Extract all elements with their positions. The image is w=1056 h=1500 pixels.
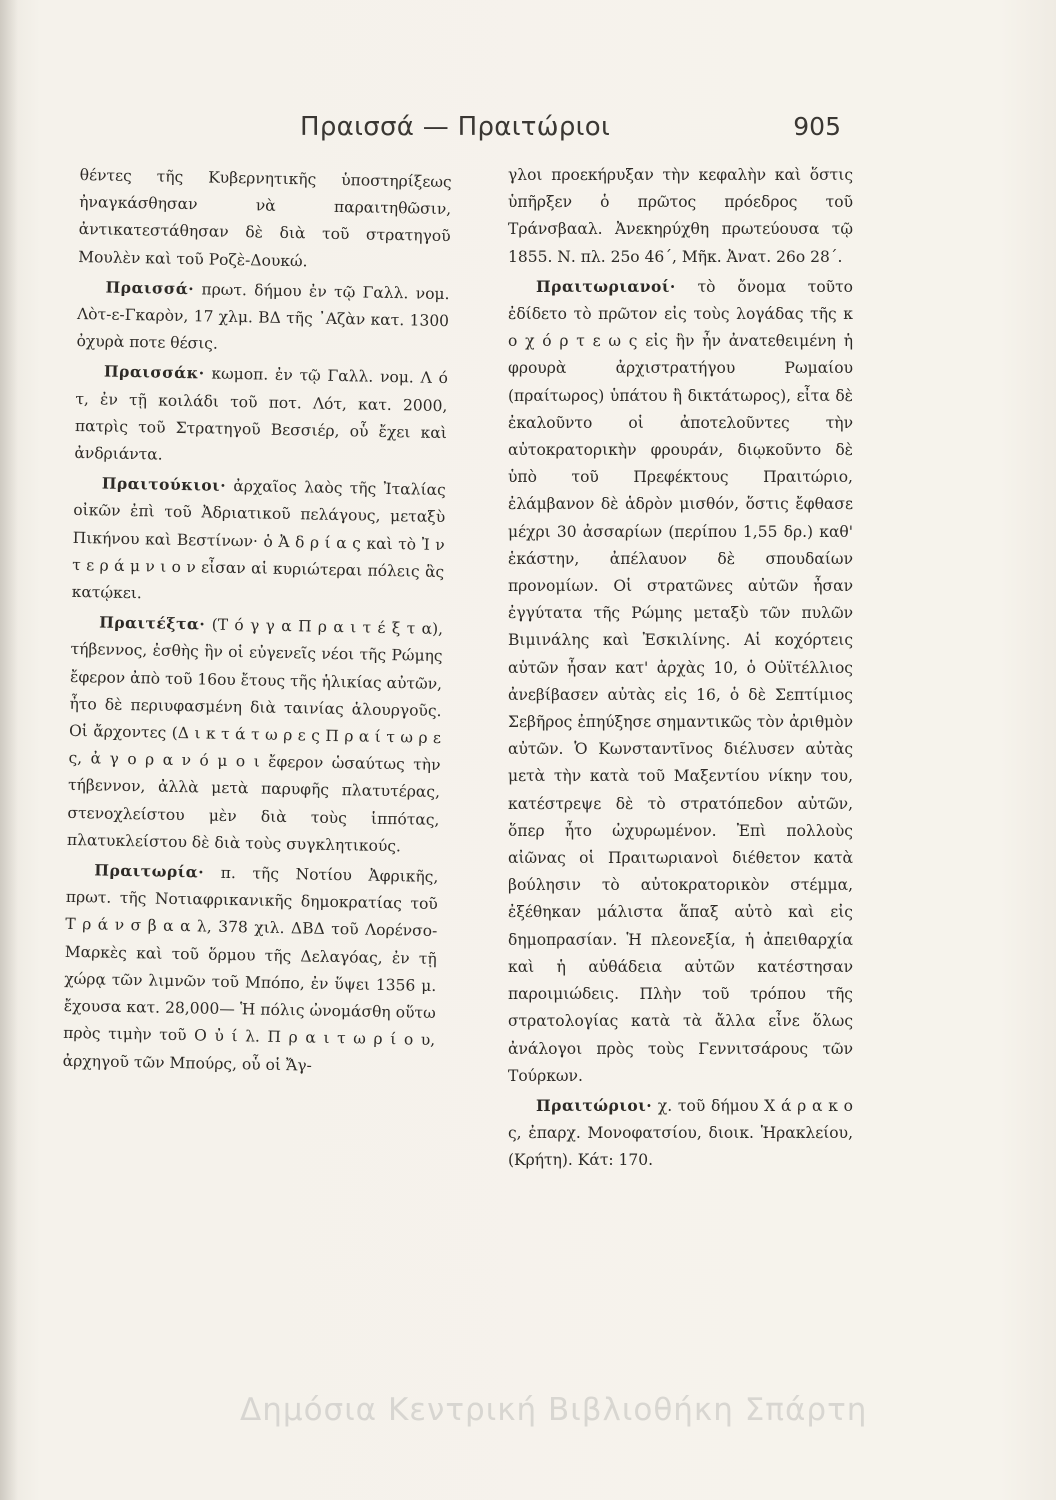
page-number: 905 — [793, 112, 841, 141]
entry-text: πρωτ. δήμου ἐν τῷ Γαλλ. νομ. Λὸτ-ε-Γκαρὸν, 17 χλμ. ΒΔ τῆς ᾿Αζὰν κατ. 1300 ὀχυρὰ ποτε θέσις. — [76, 280, 450, 353]
entry-praissa — [76, 273, 450, 363]
entry-text: π. τῆς Νοτίου Ἀφρικῆς, πρωτ. τῆς Νοτιαφρικανικῆς δημοκρατίας τοῦ Τ ρ ά ν σ β α α λ, 378 χιλ. ΔΒΔ τοῦ Λορένσο-Μαρκὲς καὶ τοῦ ὅρμου τῆς Δελαγόας, ἐν τῇ χώρᾳ τῶν λιμνῶν τοῦ Μπόπο, ἐν ὕψει 1356 μ. ἔχουσα κατ. 28,000— Ἡ πόλις ὠνομάσθη οὕτω πρὸς τιμὴν τοῦ Ο ὐ ί λ. Π ρ α ι τ ω ρ ί ο υ, ἀρχηγοῦ τῶν Μπούρς, οὗ οἱ Ἄγ- — [62, 863, 439, 1075]
entry-lemma: Πραισσάκ· — [103, 361, 205, 383]
entry-lemma: Πραιτώριοι· — [536, 1095, 653, 1115]
entry-text: θέντες τῆς Κυβερνητικῆς ὑποστηρίξεως ἠναγκάσθησαν νὰ παραιτηθῶσιν, ἀντικατεστάθησαν δὲ διὰ τοῦ στρατηγοῦ Μουλὲν καὶ τοῦ Ροζὲ-Δουκώ. — [78, 165, 452, 270]
entry-text: γλοι προεκήρυξαν τὴν κεφαλὴν καὶ ὅστις ὑπῆρξεν ὁ πρῶτος πρόεδρος τοῦ Τράνσβααλ. Ἀνεκηρύχθη πρωτεύουσα τῷ 1855. Ν. πλ. 25ο 46΄, Μῆκ. Ἀνατ. 26ο 28΄. — [508, 166, 853, 266]
right-column — [508, 162, 853, 1177]
entry-text: (Τ ό γ γ α Π ρ α ι τ έ ξ τ α), τήβεννος, ἐσθὴς ἣν οἱ εὐγενεῖς νέοι τῆς Ρώμης ἔφερον ἀπὸ τοῦ 16ου ἔτους τῆς ἡλικίας αὐτῶν, ἦτο δὲ περιυφασμένη διὰ ταινίας ἁλουργοῦς. Οἱ ἄρχοντες (Δ ι κ τ ά τ ω ρ ε ς Π ρ α ί τ ω ρ ε ς, ἀ γ ο ρ α ν ό μ ο ι ἔφερον ὡσαύτως τὴν τήβεννον, ἀλλὰ μετὰ παρυφῆς πλατυτέρας, στενοχλείστου μὲν διὰ τοὺς ἱππότας, πλατυκλείστου δὲ διὰ τοὺς συγκλητικούς. — [66, 615, 444, 856]
entry-lemma: Πραιτωρία· — [94, 860, 205, 882]
entry-praitexta — [67, 608, 444, 861]
library-watermark: Δημόσια Κεντρική Βιβλιοθήκη Σπάρτη — [240, 1392, 868, 1428]
entry-text: ἀρχαῖος λαὸς τῆς Ἰταλίας οἰκῶν ἐπὶ τοῦ Ἀδριατικοῦ πελάγους, μεταξὺ Πικήνου καὶ Βεστίνων· ὁ Ἀ δ ρ ί α ς καὶ τὸ Ἰ ν τ ε ρ ά μ ν ι ο ν εἶσαν αἱ κυριώτεραι πόλεις ἃς κατῴκει. — [71, 477, 446, 603]
entry-lemma: Πραιτέξτα· — [98, 612, 206, 634]
entry-lemma: Πραιτωριανοί· — [536, 276, 676, 296]
entry-continuation — [508, 162, 853, 271]
entry-lemma: Πραισσά· — [105, 277, 195, 299]
left-column — [62, 162, 451, 1084]
entry-text: χ. τοῦ δήμου Χ ά ρ α κ ο ς, ἐπαρχ. Μονοφατσίου, διοικ. Ἡρακλείου, (Κρήτη). Κάτ: 170. — [508, 1096, 853, 1170]
entry-praitorianoi — [508, 273, 853, 1090]
entry-praitoukioi — [71, 469, 446, 613]
page-header — [0, 112, 1056, 152]
entry-continuation — [78, 162, 452, 278]
entry-praissak — [74, 357, 448, 474]
entry-lemma: Πραιτούκιοι· — [101, 473, 227, 496]
entry-text: τὸ ὄνομα τοῦτο ἐδίδετο τὸ πρῶτον εἰς τοὺς λογάδας τῆς κ ο χ ό ρ τ ε ω ς εἰς ἣν ἦν ἀνατεθειμένη ἡ φρουρὰ ἀρχιστρατήγου Ρωμαίου (πραίτωρος) ὑπάτου ἢ δικτάτωρος), εἶτα δὲ ἐκαλοῦντο οἱ ἀποτελοῦντες τὴν αὐτοκρατορικὴν φρουράν, διῳκοῦντο δὲ ὑπὸ τοῦ Πρεφέκτους Πραιτώριο, ἐλάμβανον δὲ ἁδρὸν μισθόν, ὅστις ἔφθασε μέχρι 30 ἀσσαρίων (περίπου 1,55 δρ.) καθ' ἑκάστην, ἀπέλαυον δὲ σπουδαίων προνομίων. Οἱ στρατῶνες αὐτῶν ἦσαν ἐγγύτατα τῆς Ρώμης μεταξὺ τῶν πυλῶν Βιμινάλης καὶ Ἐσκιλίνης. Αἱ κοχόρτεις αὐτῶν ἦσαν κατ' ἀρχὰς 10, ὁ Οὐϊτέλλιος ἀνεβίβασεν αὐτὰς εἰς 16, ὁ δὲ Σεπτίμιος Σεβῆρος ἐπηύξησε σημαντικῶς τὸν ἀριθμὸν αὐτῶν. Ὁ Κωνσταντῖνος διέλυσεν αὐτὰς μετὰ τὴν κατὰ τοῦ Μαξεντίου νίκην του, κατέστρεψε δὲ τὸ στρατόπεδον αὐτῶν, ὅπερ ἦτο ὠχυρωμένον. Ἐπὶ πολλοὺς αἰῶνας οἱ Πραιτωριανοὶ διέθετον κατὰ βούλησιν τὸ αὐτοκρατορικὸν στέμμα, ἐξέθηκαν μάλιστα ἅπαξ αὐτὸ καὶ εἰς δημοπρασίαν. Ἡ πλεονεξία, ἡ ἀπειθαρχία καὶ ἡ αὐθάδεια αὐτῶν κατέστησαν παροιμιώδεις. Πλὴν τοῦ τρόπου τῆς στρατολογίας κατὰ τὰ ἄλλα εἶνε ὅλως ἀνάλογοι πρὸς τοὺς Γεννιτσάρους τῶν Τούρκων. — [508, 277, 853, 1085]
entry-praitorioi — [508, 1092, 853, 1175]
entry-praitoria — [62, 856, 438, 1082]
running-title: Πραισσά — Πραιτώριοι — [300, 112, 611, 142]
page-edge-shadow — [0, 0, 18, 1500]
entry-text: κωμοπ. ἐν τῷ Γαλλ. νομ. Λ ό τ, ἐν τῇ κοιλάδι τοῦ ποτ. Λότ, κατ. 2000, πατρὶς τοῦ Στρατηγοῦ Βεσσιέρ, οὗ ἔχει καὶ ἀνδριάντα. — [74, 364, 449, 464]
